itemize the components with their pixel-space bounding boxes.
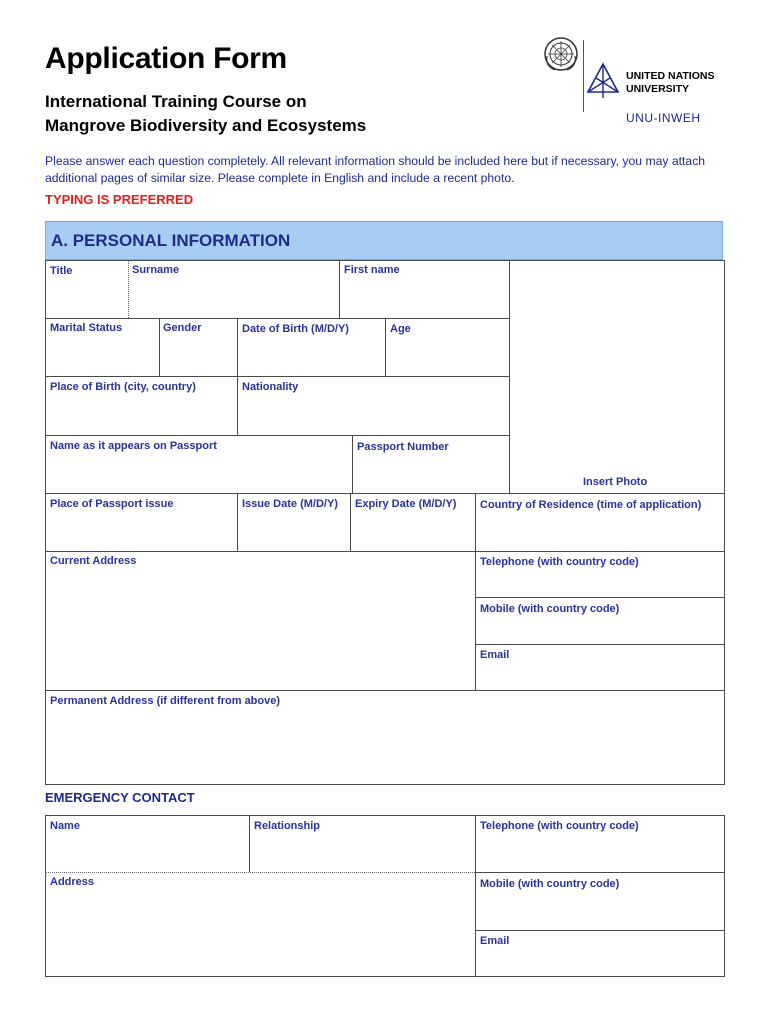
intro-text: Please answer each question completely. All relevant information should be included here but if necessary, you may attach additional pages of similar size. Please complete in English and include a recent photo. [45,154,706,185]
surname-field[interactable]: Surname [132,264,180,276]
section-a-header [45,221,723,260]
permanent-address-field[interactable]: Permanent Address (if different from above) [50,695,281,707]
grid-line [475,597,725,598]
passport-issue-place-field[interactable]: Place of Passport issue [50,498,174,510]
un-emblem-icon [543,36,579,72]
expiry-date-field[interactable]: Expiry Date (M/D/Y) [355,498,457,510]
dob-field[interactable]: Date of Birth (M/D/Y) [242,323,349,335]
grid-line [237,376,238,435]
place-of-birth-field[interactable]: Place of Birth (city, country) [50,381,196,393]
grid-line [352,435,353,493]
typing-note: TYPING IS PREFERRED [45,192,194,207]
emergency-email-field[interactable]: Email [480,935,510,947]
emergency-telephone-field[interactable]: Telephone (with country code) [480,820,639,832]
grid-line [45,872,475,873]
subtitle-line-1: International Training Course on [45,92,307,111]
insert-photo-box[interactable]: Insert Photo [583,476,648,488]
title-field[interactable]: Title [50,265,73,277]
grid-line [475,930,725,931]
grid-line [249,815,250,872]
grid-line [475,644,725,645]
grid-line [475,872,725,873]
gender-field[interactable]: Gender [163,322,202,334]
unu-org-name [626,70,714,96]
first-name-field[interactable]: First name [344,264,400,276]
grid-line [509,260,510,493]
course-subtitle [45,90,366,138]
org-line-2: UNIVERSITY [626,83,690,95]
grid-line [45,376,509,377]
age-field[interactable]: Age [390,323,411,335]
telephone-field[interactable]: Telephone (with country code) [480,556,639,568]
grid-line [159,318,160,376]
grid-line [45,690,725,691]
current-address-field[interactable]: Current Address [50,555,137,567]
emergency-heading: EMERGENCY CONTACT [45,790,195,805]
grid-line [45,493,725,494]
passport-number-field[interactable]: Passport Number [357,441,449,453]
passport-name-field[interactable]: Name as it appears on Passport [50,440,217,452]
grid-line [45,318,509,319]
emergency-name-field[interactable]: Name [50,820,80,832]
marital-status-field[interactable]: Marital Status [50,322,123,334]
grid-line [385,318,386,376]
subtitle-line-2: Mangrove Biodiversity and Ecosystems [45,116,367,135]
emergency-mobile-field[interactable]: Mobile (with country code) [480,878,620,890]
unu-mark-icon [586,62,620,100]
page-title: Application Form [45,42,287,75]
emergency-relationship-field[interactable]: Relationship [254,820,321,832]
emergency-grid [45,815,725,977]
nationality-field[interactable]: Nationality [242,381,299,393]
grid-line [237,493,238,551]
section-a-heading: A. PERSONAL INFORMATION [51,231,291,250]
org-line-1: UNITED NATIONS [626,70,715,82]
email-field[interactable]: Email [480,649,510,661]
emergency-address-field[interactable]: Address [50,876,95,888]
country-residence-field[interactable]: Country of Residence (time of application) [480,499,702,511]
grid-line [475,493,476,690]
unu-unit-name: UNU-INWEH [626,111,701,125]
grid-line [350,493,351,551]
issue-date-field[interactable]: Issue Date (M/D/Y) [242,498,338,510]
grid-line [45,551,725,552]
mobile-field[interactable]: Mobile (with country code) [480,603,620,615]
grid-line [45,435,509,436]
grid-line [128,260,129,318]
logo-divider [583,40,584,112]
grid-line [237,318,238,376]
grid-line [475,815,476,977]
grid-line [339,260,340,318]
